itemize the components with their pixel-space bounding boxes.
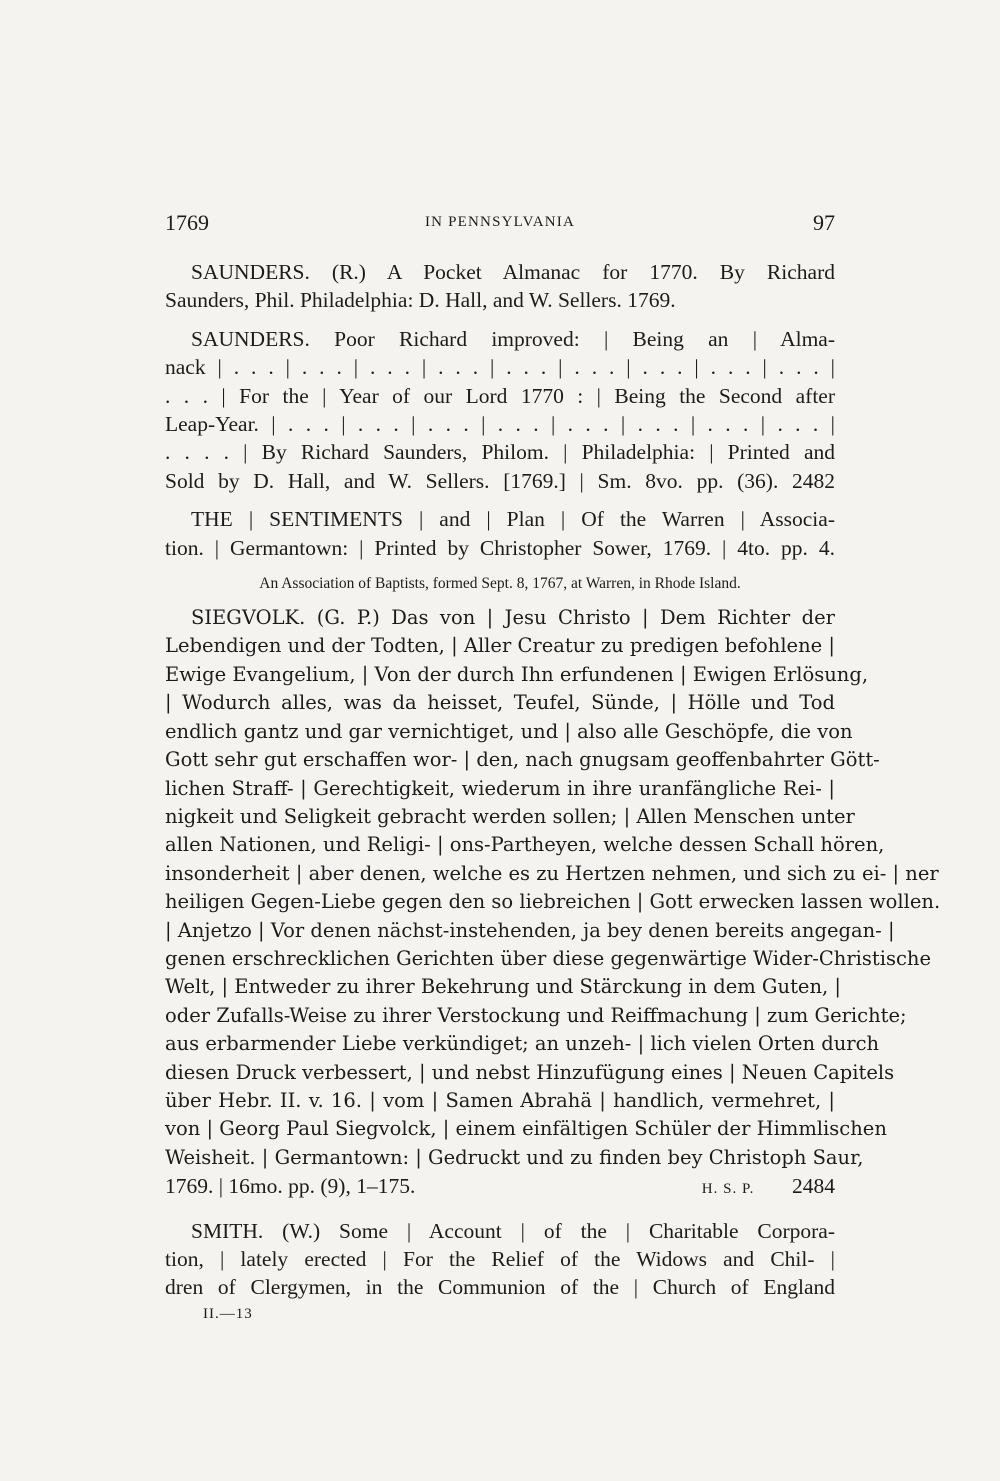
- entry-siegvolk: [165, 604, 941, 1201]
- entry-line: Gott sehr gut erschaffen wor- | den, nach gnugsam geoffenbahrter Gött-: [165, 748, 880, 772]
- entry-line: endlich gantz und gar vernichtiget, und | also alle Geschöpfe, die von: [165, 719, 853, 743]
- entry-saunders-poor-richard: [165, 325, 835, 495]
- page-number: 97: [813, 210, 835, 235]
- entry-line: Saunders, Phil. Philadelphia: D. Hall, and W. Sellers. 1769.: [165, 288, 676, 313]
- entry-line: genen erschrecklichen Gerichten über diese gegenwärtige Wider-Christische: [165, 946, 932, 970]
- entry-line: SMITH. (W.) Some | Account | of the | Charitable Corpora-: [191, 1218, 835, 1243]
- entry-line: oder Zufalls-Weise zu ihrer Verstockung und Reiffmachung | zum Gerichte;: [165, 1003, 907, 1027]
- entry-line: Welt, | Entweder zu ihrer Bekehrung und Stärckung in dem Guten, |: [165, 975, 841, 999]
- entry-final-line: [165, 1172, 835, 1200]
- page-body: [165, 258, 941, 1302]
- entry-sentiments: [165, 505, 835, 562]
- entry-imprint: 1769. | 16mo. pp. (9), 1–175.: [165, 1174, 416, 1199]
- entry-line: | Wodurch alles, was da heisset, Teufel, Sünde, | Hölle und Tod: [165, 691, 835, 715]
- entry-line: | Anjetzo | Vor denen nächst-instehenden, ja bey denen bereits angegan- |: [165, 918, 895, 942]
- entry-locations: H. S. P.: [701, 1181, 755, 1198]
- entry-line: heiligen Gegen-Liebe gegen den so liebreichen | Gott erwecken lassen wollen.: [165, 890, 941, 914]
- entry-ref: [702, 1172, 835, 1203]
- entry-note: An Association of Baptists, formed Sept. 8, 1767, at Warren, in Rhode Island.: [259, 575, 741, 593]
- entry-smith: [165, 1217, 835, 1302]
- entry-line: Sold by D. Hall, and W. Sellers. [1769.] | Sm. 8vo. pp. (36). 2482: [165, 468, 835, 493]
- header-title: IN PENNSYLVANIA: [424, 214, 576, 230]
- header-year: 1769: [165, 210, 209, 235]
- running-header: [165, 210, 835, 250]
- entry-line: nigkeit und Seligkeit gebracht werden sollen; | Allen Menschen unter: [165, 804, 855, 828]
- entry-line: Leap-Year. | . . . | . . . | . . . | . . . | . . . | . . . | . . . | . . . |: [165, 412, 835, 437]
- entry-line: über Hebr. II. v. 16. | vom | Samen Abrahä | handlich, vermehret, |: [165, 1088, 835, 1112]
- entry-line: aus erbarmender Liebe verkündiget; an unzeh- | lich vielen Orten durch: [165, 1032, 880, 1056]
- entry-line: Ewige Evangelium, | Von der durch Ihn erfundenen | Ewigen Erlösung,: [165, 662, 869, 686]
- entry-line: diesen Druck verbessert, | und nebst Hinzufügung eines | Neuen Capitels: [165, 1060, 895, 1084]
- entry-line: Weisheit. | Germantown: | Gedruckt und zu finden bey Christoph Saur,: [165, 1145, 864, 1169]
- entry-number: 2484: [792, 1174, 835, 1199]
- entry-saunders-pocket: [165, 258, 835, 315]
- entry-line: insonderheit | aber denen, welche es zu Hertzen nehmen, und sich zu ei- | ner: [165, 861, 939, 885]
- entry-line: SAUNDERS. (R.) A Pocket Almanac for 1770. By Richard: [191, 260, 835, 284]
- entry-line: SAUNDERS. Poor Richard improved: | Being an | Alma-: [191, 326, 835, 351]
- entry-line: von | Georg Paul Siegvolck, | einem einfältigen Schüler der Himmlischen: [165, 1117, 887, 1141]
- entry-line: lichen Straff- | Gerechtigkeit, wiederum in ihre uranfängliche Rei- |: [165, 776, 835, 800]
- entry-line: allen Nationen, und Religi- | ons-Partheyen, welche dessen Schall hören,: [165, 833, 885, 857]
- entry-line: . . . . | By Richard Saunders, Philom. | Philadelphia: | Printed and: [165, 440, 835, 465]
- entry-line: nack | . . . | . . . | . . . | . . . | . . . | . . . | . . . | . . . | . . . |: [165, 355, 835, 380]
- entry-line: dren of Clergymen, in the Communion of the | Church of England: [165, 1275, 835, 1300]
- entry-line: Lebendigen und der Todten, | Aller Creatur zu predigen befohlene |: [165, 634, 835, 658]
- signature-mark: II.—13: [203, 1306, 253, 1322]
- entry-line: tion. | Germantown: | Printed by Christopher Sower, 1769. | 4to. pp. 4.: [165, 535, 835, 560]
- entry-line: SIEGVOLK. (G. P.) Das von | Jesu Christo | Dem Richter der: [191, 606, 835, 630]
- entry-line: THE | SENTIMENTS | and | Plan | Of the Warren | Associa-: [191, 507, 835, 532]
- entry-line: tion, | lately erected | For the Relief of the Widows and Chil- |: [165, 1247, 835, 1271]
- entry-line: . . . | For the | Year of our Lord 1770 : | Being the Second after: [165, 383, 835, 408]
